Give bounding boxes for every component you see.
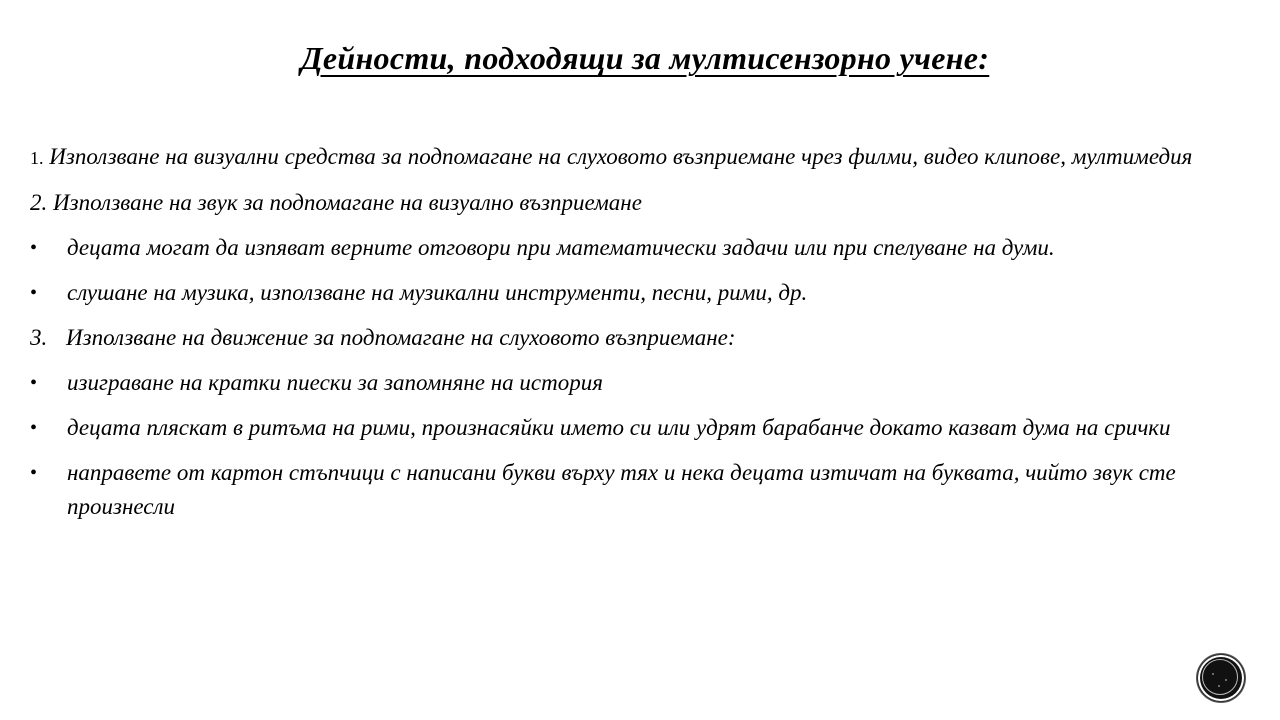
decorative-speck bbox=[1212, 673, 1214, 675]
list-item-1-text: Използване на визуални средства за подпомагане на слуховото възприемане чрез филми, видео клипове, мултимедия bbox=[43, 144, 1193, 169]
bullet-item bbox=[30, 366, 1265, 400]
bullet-icon: • bbox=[30, 417, 38, 439]
bullet-icon: • bbox=[30, 237, 38, 259]
bullet-icon: • bbox=[30, 282, 38, 304]
bullet-icon: • bbox=[30, 372, 38, 394]
bullet-text: направете от картон стъпчици с написани букви върху тях и нека децата изтичат на буквата, чийто звук сте произнесли bbox=[67, 460, 1176, 519]
list-item-3 bbox=[30, 321, 1265, 355]
list-item-3-text: Използване на движение за подпомагане на слуховото възприемане: bbox=[66, 325, 736, 350]
slide-title: Дейности, подходящи за мултисензорно учене: bbox=[300, 40, 990, 76]
decorative-speck bbox=[1218, 685, 1220, 687]
bullet-item bbox=[30, 456, 1265, 524]
slide-navigation-button[interactable] bbox=[1197, 654, 1245, 702]
list-item-2: 2. Използване на звук за подпомагане на визуално възприемане bbox=[30, 190, 642, 215]
list-item-1-number: 1. bbox=[30, 148, 44, 168]
bullet-item bbox=[30, 276, 1265, 310]
list-item-1 bbox=[30, 140, 1265, 175]
bullet-text: слушане на музика, използване на музикални инструменти, песни, рими, др. bbox=[67, 280, 808, 305]
bullet-text: изиграване на кратки пиески за запомняне на история bbox=[67, 370, 603, 395]
decorative-speck bbox=[1225, 679, 1227, 681]
button-ring bbox=[1202, 659, 1238, 695]
bullet-text: децата могат да изпяват верните отговори при математически задачи или при спелуване на думи. bbox=[67, 235, 1055, 260]
bullet-text: децата пляскат в ритъма на рими, произнасяйки името си или удрят барабанче докато казват дума на срички bbox=[67, 415, 1171, 440]
bullet-item bbox=[30, 411, 1265, 445]
list-item-3-number: 3. bbox=[30, 325, 48, 350]
bullet-icon: • bbox=[30, 462, 38, 484]
bullet-item bbox=[30, 231, 1265, 265]
slide-content bbox=[30, 140, 1265, 535]
